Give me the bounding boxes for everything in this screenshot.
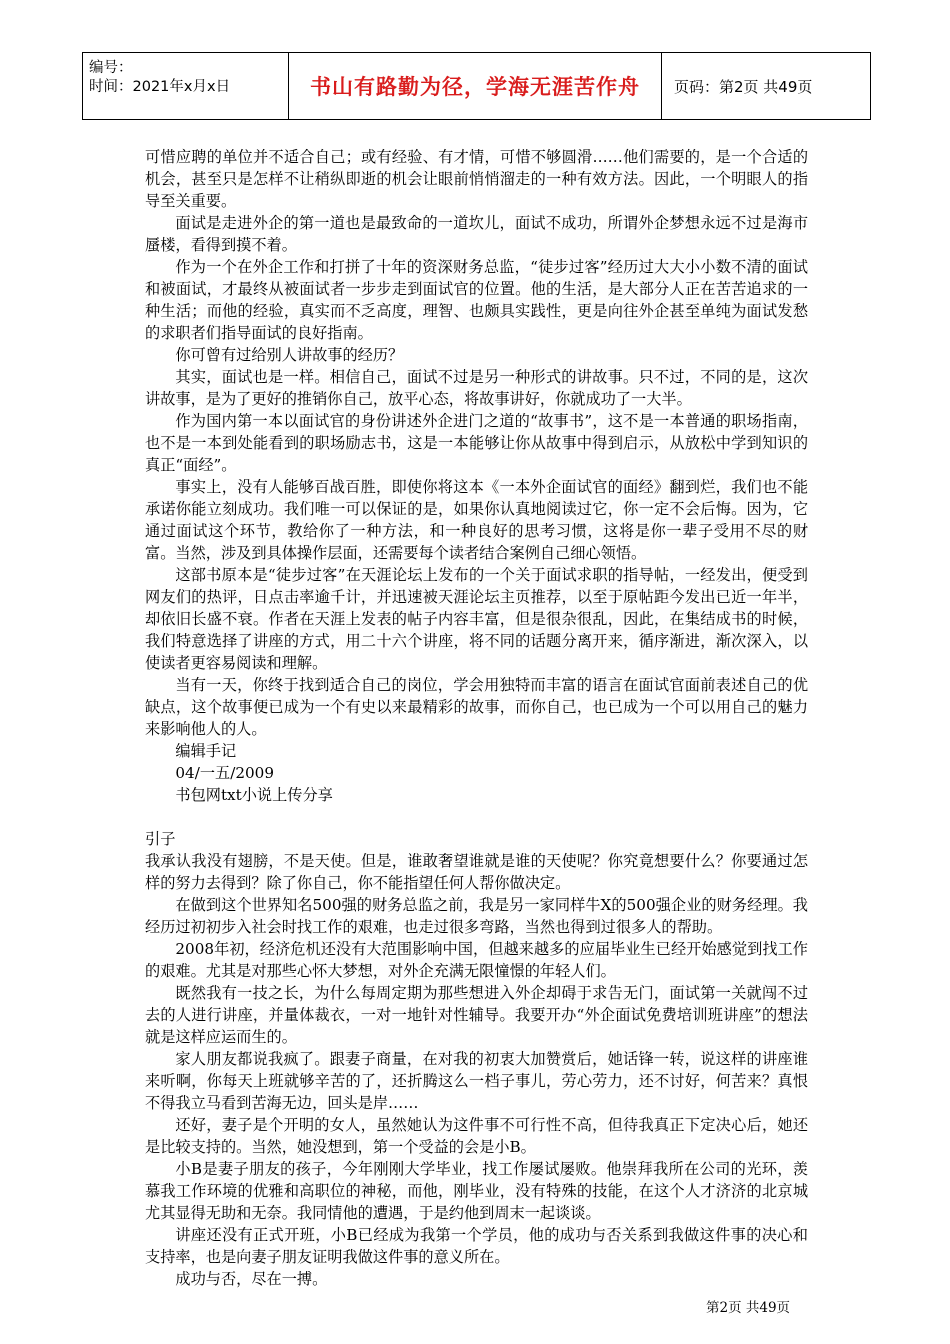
body-paragraph: 可惜应聘的单位并不适合自己；或有经验、有才情，可惜不够圆滑……他们需要的，是一个合适的机会，甚至只是怎样不让稍纵即逝的机会让眼前悄悄溜走的一种有效方法。因此，一个明眼人的指导至关重要。 (145, 148, 808, 210)
date-label: 时间：2021年x月x日 (89, 79, 231, 95)
header-page-number: 页码：第2页 共49页 (662, 53, 871, 120)
body-paragraph: 书包网txt小说上传分享 (175, 786, 333, 804)
body-paragraph: 引子 (145, 830, 176, 848)
body-paragraph: 成功与否，尽在一搏。 (175, 1270, 328, 1288)
section-gap (145, 806, 808, 828)
body-paragraph: 小B是妻子朋友的孩子，今年刚刚大学毕业，找工作屡试屡败。他崇拜我所在公司的光环，羡慕我工作环境的优雅和高职位的神秘，而他，刚毕业，没有特殊的技能，在这个人才济济的北京城尤其显得无助和无奈。我同情他的遭遇，于是约他到周末一起谈谈。 (145, 1160, 808, 1222)
body-paragraph: 家人朋友都说我疯了。跟妻子商量，在对我的初衷大加赞赏后，她话锋一转，说这样的讲座谁来听啊，你每天上班就够辛苦的了，还折腾这么一档子事儿，劳心劳力，还不讨好，何苦来？真恨不得我立马看到苦海无边，回头是岸…… (145, 1050, 808, 1112)
serial-number-label: 编号： (89, 60, 133, 76)
body-paragraph: 面试是走进外企的第一道也是最致命的一道坎儿，面试不成功，所谓外企梦想永远不过是海市蜃楼，看得到摸不着。 (145, 214, 808, 254)
page-header (82, 52, 871, 120)
body-paragraph: 当有一天，你终于找到适合自己的岗位，学会用独特而丰富的语言在面试官面前表述自己的优缺点，这个故事便已成为一个有史以来最精彩的故事，而你自己，也已成为一个可以用自己的魅力来影响他人的人。 (145, 676, 808, 738)
header-meta-cell (83, 53, 289, 120)
body-paragraph: 你可曾有过给别人讲故事的经历？ (175, 346, 404, 364)
body-paragraph: 2008年初，经济危机还没有大范围影响中国，但越来越多的应届毕业生已经开始感觉到找工作的艰难。尤其是对那些心怀大梦想，对外企充满无限憧憬的年轻人们。 (145, 940, 808, 980)
body-paragraph: 事实上，没有人能够百战百胜，即使你将这本《一本外企面试官的面经》翻到烂，我们也不能承诺你能立刻成功。我们唯一可以保证的是，如果你认真地阅读过它，你一定不会后悔。因为，它通过面试这个环节，教给你了一种方法，和一种良好的思考习惯，这将是你一辈子受用不尽的财富。当然，涉及到具体操作层面，还需要每个读者结合案例自己细心领悟。 (145, 478, 808, 562)
body-paragraph: 这部书原本是“徒步过客”在天涯论坛上发布的一个关于面试求职的指导帖，一经发出，便受到网友们的热评，日点击率逾千计，并迅速被天涯论坛主页推荐，以至于原帖距今发出已近一年半，却依旧长盛不衰。作者在天涯上发表的帖子内容丰富，但是很杂很乱，因此，在集结成书的时候，我们特意选择了讲座的方式，用二十六个讲座，将不同的话题分离开来，循序渐进，渐次深入，以使读者更容易阅读和理解。 (145, 566, 808, 672)
body-paragraph: 还好，妻子是个开明的女人，虽然她认为这件事不可行性不高，但待我真正下定决心后，她还是比较支持的。当然，她没想到，第一个受益的会是小B。 (145, 1116, 808, 1156)
footer-page-number: 第2页 共49页 (706, 1300, 791, 1316)
header-motto: 书山有路勤为径，学海无涯苦作舟 (289, 53, 662, 120)
body-paragraph: 讲座还没有正式开班，小B已经成为我第一个学员，他的成功与否关系到我做这件事的决心和支持率，也是向妻子朋友证明我做这件事的意义所在。 (145, 1226, 808, 1266)
body-paragraph: 编辑手记 (175, 742, 237, 760)
body-paragraph: 我承认我没有翅膀，不是天使。但是，谁敢奢望谁就是谁的天使呢？你究竟想要什么？你要通过怎样的努力去得到？除了你自己，你不能指望任何人帮你做决定。 (145, 852, 808, 892)
body-paragraph: 作为一个在外企工作和打拼了十年的资深财务总监，“徒步过客”经历过大大小小数不清的面试和被面试，才最终从被面试者一步步走到面试官的位置。他的生活，是大部分人正在苦苦追求的一种生活；而他的经验，真实而不乏高度，理智、也颇具实践性，更是向往外企甚至单纯为面试发愁的求职者们指导面试的良好指南。 (145, 258, 808, 342)
body-paragraph: 04/一五/2009 (175, 764, 274, 782)
body-paragraph: 其实，面试也是一样。相信自己，面试不过是另一种形式的讲故事。只不过，不同的是，这次讲故事，是为了更好的推销你自己，放平心态，将故事讲好，你就成功了一大半。 (145, 368, 808, 408)
body-paragraph: 在做到这个世界知名500强的财务总监之前，我是另一家同样牛X的500强企业的财务经理。我经历过初初步入社会时找工作的艰难，也走过很多弯路，当然也得到过很多人的帮助。 (145, 896, 808, 936)
document-body (145, 146, 808, 1290)
body-paragraph: 既然我有一技之长，为什么每周定期为那些想进入外企却碍于求告无门，面试第一关就闯不过去的人进行讲座，并量体裁衣，一对一地针对性辅导。我要开办“外企面试免费培训班讲座”的想法就是这样应运而生的。 (145, 984, 808, 1046)
body-paragraph: 作为国内第一本以面试官的身份讲述外企进门之道的“故事书”，这不是一本普通的职场指南，也不是一本到处能看到的职场励志书，这是一本能够让你从故事中得到启示，从放松中学到知识的真正“面经”。 (145, 412, 808, 474)
